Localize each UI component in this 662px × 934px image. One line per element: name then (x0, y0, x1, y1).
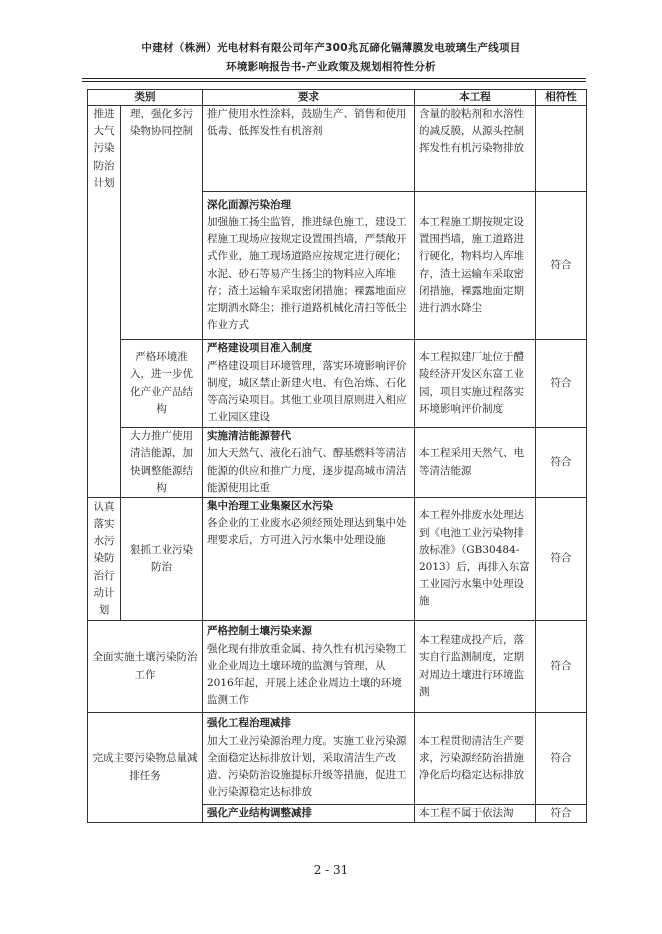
category-water-pollution: 认真落实水污染防治行动计划 (88, 498, 121, 621)
requirement-title: 深化面源污染治理 (207, 198, 291, 211)
subcategory-cell: 严格环境准入，进一步优化产业产品结构 (121, 340, 203, 428)
header-requirement: 要求 (203, 90, 415, 106)
table-row (88, 621, 587, 713)
requirement-title: 强化工程治理减排 (207, 717, 291, 730)
table-row (88, 106, 587, 192)
project-text-discharge: 后，再排入东富工业园污水集中处理设施 (419, 561, 530, 608)
project-cell: 本工程贯彻清洁生产要求，污染源经防治措施净化后均稳定达标排放 (415, 713, 536, 805)
requirement-cell (203, 621, 415, 713)
table-row (88, 428, 587, 498)
requirement-title: 严格建设项目准入制度 (207, 342, 312, 355)
document-header-subtitle: 环境影响报告书-产业政策及规划相符性分析 (226, 61, 436, 73)
subcategory-cell: 全面实施土壤污染防治工作 (88, 621, 203, 713)
table-row (88, 340, 587, 428)
compliance-cell: 符合 (536, 621, 587, 713)
header-divider-thin (82, 81, 586, 82)
table-header-row (88, 90, 587, 106)
requirement-body: 严格建设项目环境管理，落实环境影响评价制度，城区禁止新建火电、有色冶炼、石化等高污染项目。其他工业项目原则进入相应工业园区建设 (207, 359, 407, 424)
project-cell: 本工程采用天然气、电等清洁能源 (415, 428, 536, 498)
project-cell: 本工程不属于依法淘 (415, 805, 536, 823)
project-text-standard: 本工程外排废水处理达到《电池工业污染物排放标准》 (419, 509, 524, 556)
compliance-cell: 符合 (536, 192, 587, 340)
header-category: 类别 (88, 90, 203, 106)
compliance-cell: 符合 (536, 498, 587, 621)
compliance-cell: 符合 (536, 340, 587, 428)
requirement-cell (203, 192, 415, 340)
requirement-title: 强化产业结构调整减排 (207, 807, 312, 819)
subcategory-cell: 狠抓工业污染防治 (121, 498, 203, 621)
compliance-cell: 符合 (536, 713, 587, 805)
requirement-body: 各企业的工业废水必须经预处理达到集中处理要求后，方可进入污水集中处理设施 (207, 517, 407, 547)
project-cell (415, 498, 536, 621)
requirement-title: 严格控制土壤污染来源 (207, 625, 312, 638)
header-divider (82, 78, 586, 79)
requirement-body: 加大天然气、液化石油气、醇基燃料等清洁能源的供应和推广力度，逐步提高城市清洁能源使用比重 (207, 447, 407, 494)
table-row (88, 498, 587, 621)
project-cell: 本工程建成投产后，落实自行监测制度，定期对周边土壤进行环境监测 (415, 621, 536, 713)
requirement-body: 加大工业污染源治理力度。实施工业污染源全面稳定达标排放计划，采取清洁生产改造、污染防治设施提标升级等措施，促进工业污染源稳定达标排放 (207, 734, 407, 799)
page-number: 2 - 31 (313, 863, 349, 877)
header-compliance: 相符性 (536, 90, 587, 106)
project-cell: 含量的胶粘剂和水溶性的减反膜，从源头控制挥发性有机污染物排放 (415, 106, 536, 192)
subcategory-cell: 完成主要污染物总量减排任务 (88, 713, 203, 823)
compliance-cell: 符合 (536, 428, 587, 498)
requirement-title: 集中治理工业集聚区水污染 (207, 500, 333, 512)
compliance-cell: 符合 (536, 805, 587, 823)
requirement-cell (203, 340, 415, 428)
subcategory-cell: 大力推广使用清洁能源，加快调整能源结构 (121, 428, 203, 498)
header-project: 本工程 (415, 90, 536, 106)
document-header-title: 中建材（株洲）光电材料有限公司年产300兆瓦碲化镉薄膜发电玻璃生产线项目 (141, 42, 521, 54)
requirement-body: 推广使用水性涂料，鼓励生产、销售和使用低毒、低挥发性有机溶剂 (207, 108, 407, 138)
project-cell: 本工程施工期按规定设置围挡墙，施工道路进行硬化，物料均入库堆存，渣土运输车采取密闭措施，裸露地面定期进行洒水降尘 (415, 192, 536, 340)
requirement-body: 强化现有排放重金属、持久性有机污染物工业企业周边土壤环境的监测与管理，从2016年起，开展上述企业周边土壤的环境监测工作 (207, 642, 407, 707)
requirement-cell (203, 106, 415, 192)
policy-compliance-table (87, 89, 587, 823)
requirement-body: 加强施工扬尘监管，推进绿色施工，建设工程施工现场应按规定设置围挡墙，严禁敞开式作业，施工现场道路应按规定进行硬化；水泥、砂石等易产生扬尘的物料应入库堆存；渣土运输车采取密闭措施；裸露地面应定期洒水降尘；推行道路机械化清扫等低尘作业方式 (207, 215, 407, 332)
requirement-cell (203, 428, 415, 498)
compliance-cell (536, 106, 587, 192)
requirement-cell (203, 498, 415, 621)
requirement-cell (203, 713, 415, 805)
requirement-title: 实施清洁能源替代 (207, 430, 291, 443)
subcategory-cell: 理，强化多污染物协同控制 (121, 106, 203, 340)
project-text-code: （GB30484-2013） (419, 543, 520, 573)
table-row (88, 713, 587, 805)
project-cell: 本工程拟建厂址位于醴陵经济开发区东富工业园，项目实施过程落实环境影响评价制度 (415, 340, 536, 428)
requirement-cell (203, 805, 415, 823)
category-air-pollution: 推进大气污染防治计划 (88, 106, 121, 498)
